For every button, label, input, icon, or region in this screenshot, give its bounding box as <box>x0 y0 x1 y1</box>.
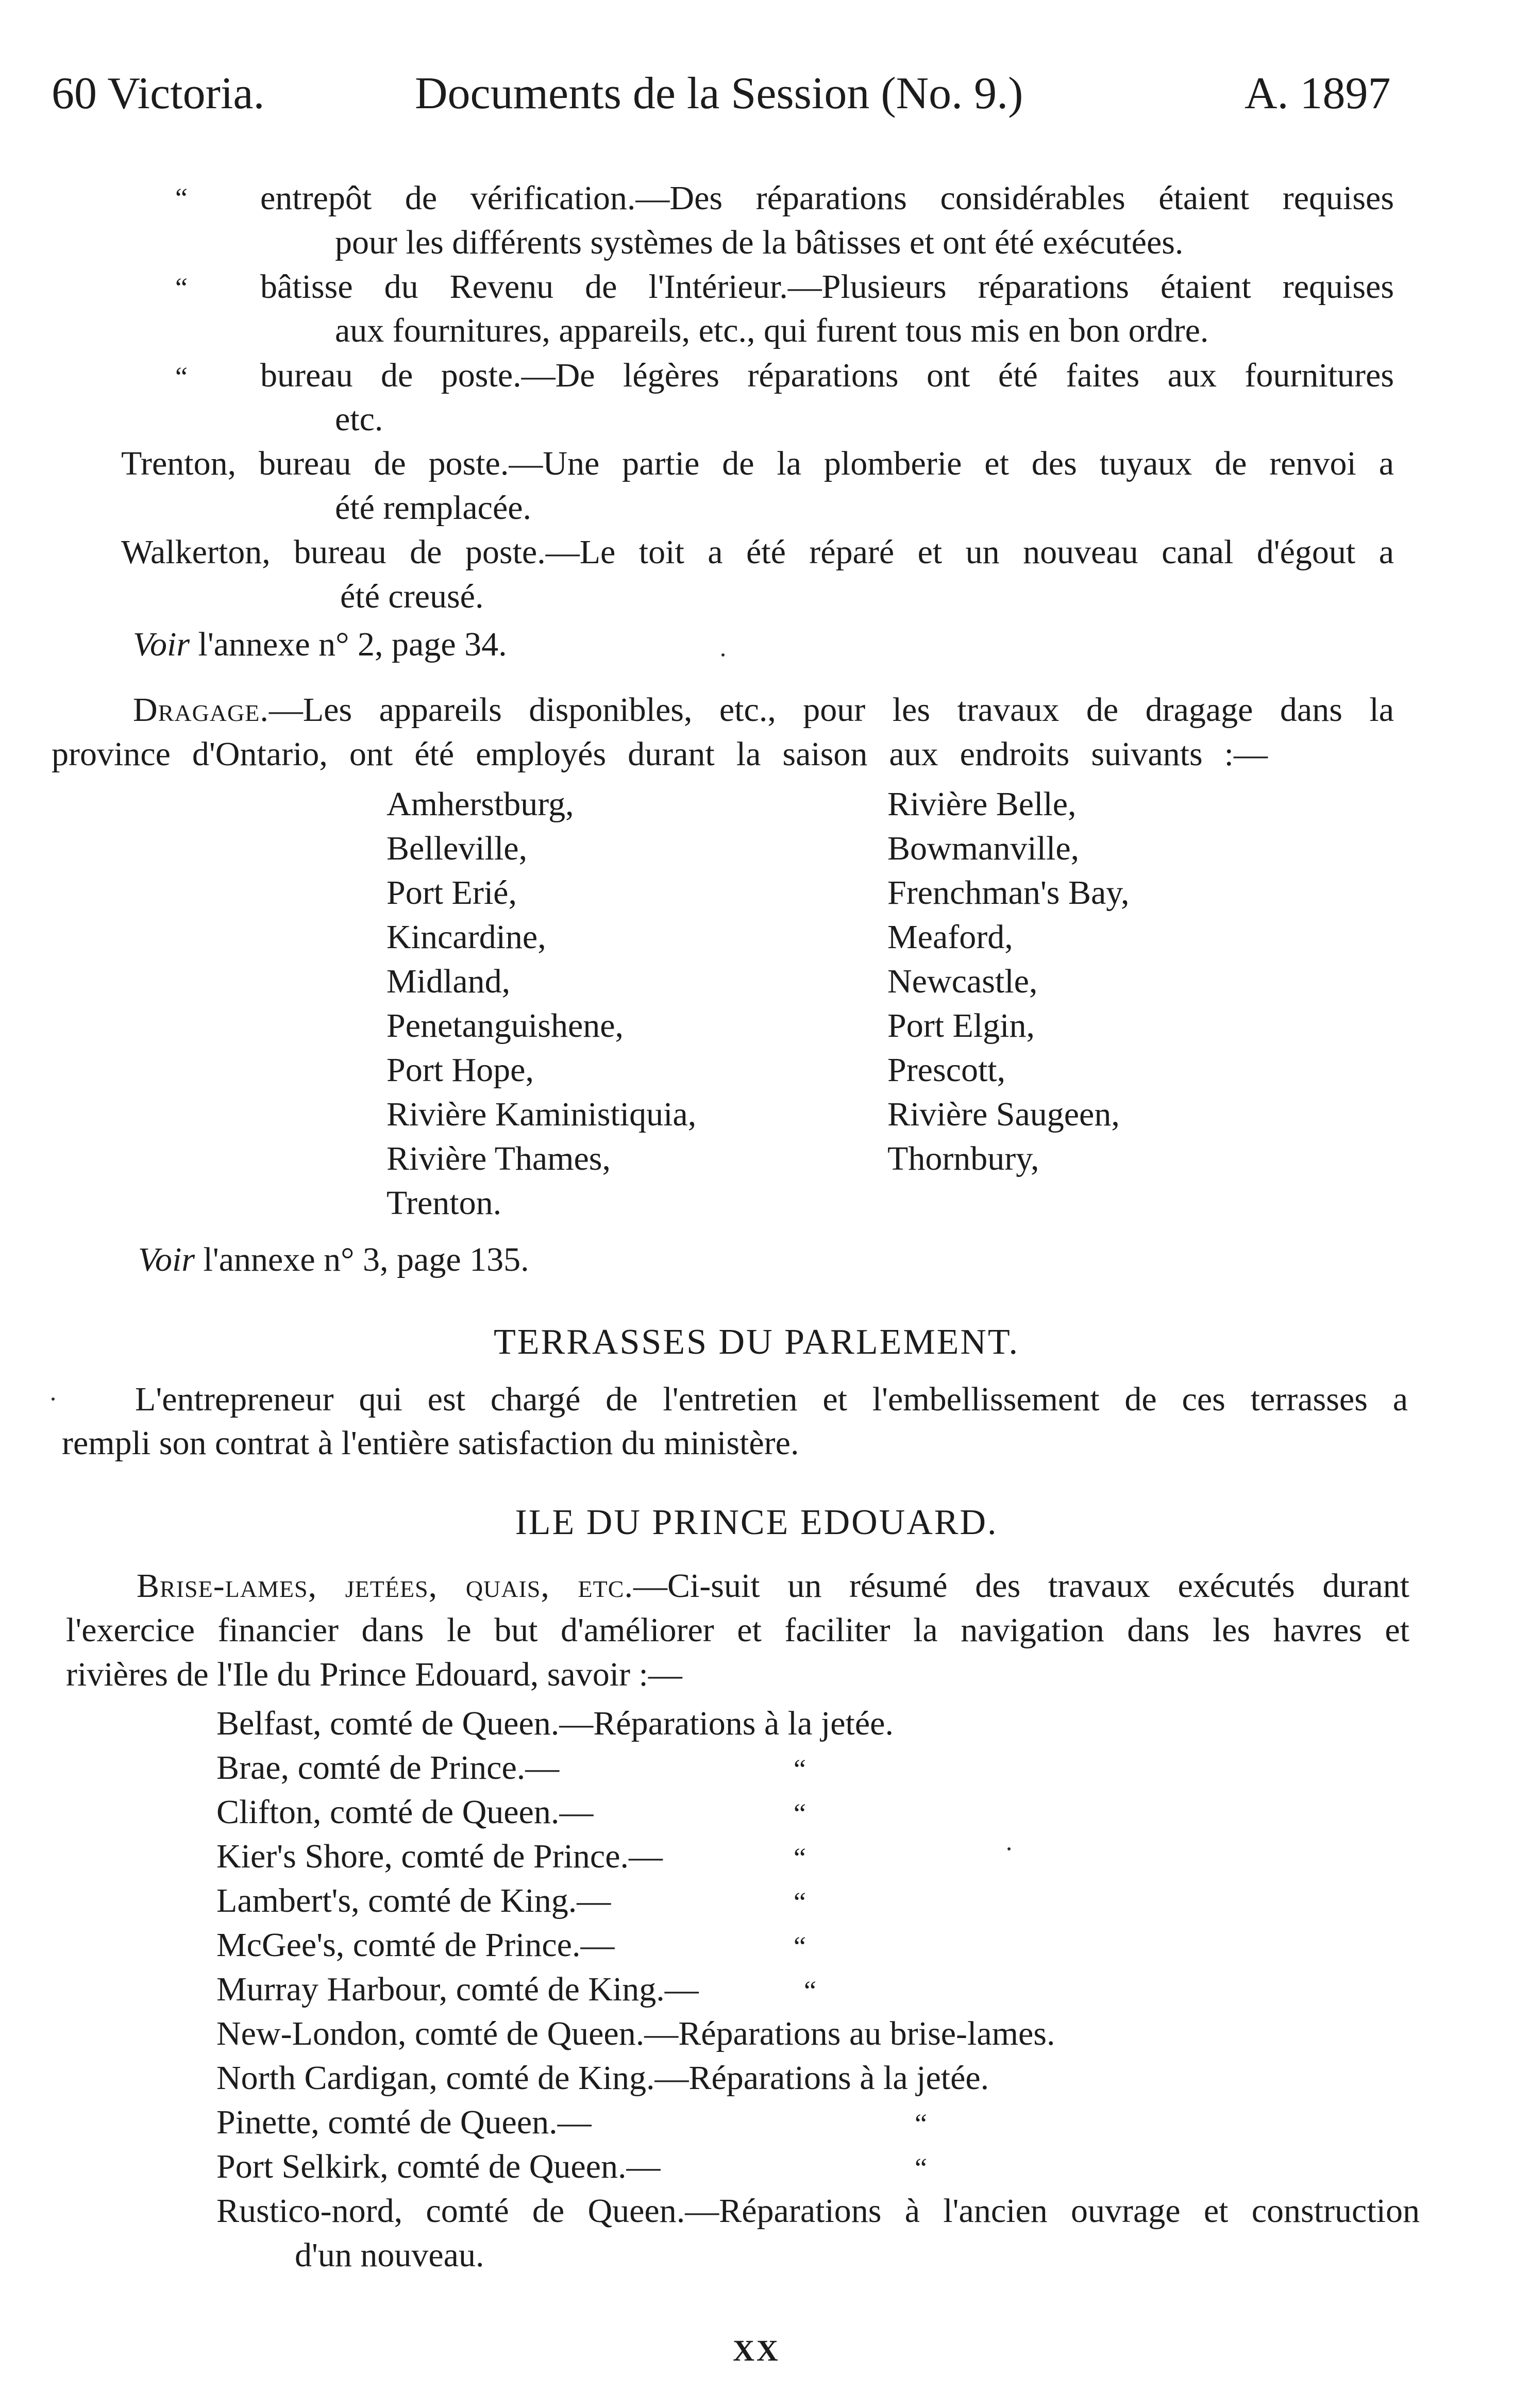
pei-item: Pinette, comté de Queen.— <box>216 2103 592 2141</box>
location-item: Meaford, <box>887 918 1013 956</box>
pei-item: Murray Harbour, comté de King.— <box>216 1971 699 2008</box>
entry-line: entrepôt de vérification.—Des réparations considérables étaient requises <box>260 179 1394 217</box>
ile-text: —Ci-suit un résumé des travaux exécutés durant <box>633 1567 1409 1605</box>
location-item: Prescott, <box>887 1051 1006 1089</box>
pei-item: Kier's Shore, comté de Prince.— <box>216 1838 663 1875</box>
location-item: Kincardine, <box>386 918 546 956</box>
header-right: A. 1897 <box>1245 69 1391 119</box>
voir-reference <box>133 628 507 662</box>
voir-rest: l'annexe n° 3, page 135. <box>195 1241 529 1278</box>
location-item: Port Hope, <box>386 1051 534 1089</box>
scan-speck <box>52 1397 55 1401</box>
entry-line: bureau de poste.—De légères réparations ont été faites aux fournitures <box>260 357 1394 394</box>
trenton-line-cont: été remplacée. <box>335 489 532 527</box>
ditto-mark: “ <box>915 2152 927 2183</box>
entry-line: pour les différents systèmes de la bâtisses et ont été exécutées. <box>335 224 1184 261</box>
ile-line-3: rivières de l'Ile du Prince Edouard, savoir :— <box>66 1656 682 1693</box>
scan-speck <box>1007 1847 1011 1850</box>
ditto-mark: “ <box>794 1931 806 1962</box>
ditto-mark: “ <box>804 1975 816 2006</box>
ditto-mark: “ <box>175 361 188 392</box>
walkerton-line-cont: été creusé. <box>340 578 484 615</box>
pei-item: Port Selkirk, comté de Queen.— <box>216 2148 661 2185</box>
location-item: Rivière Belle, <box>887 785 1077 823</box>
section-heading: ILE DU PRINCE EDOUARD. <box>515 1503 998 1542</box>
voir-reference <box>138 1243 529 1277</box>
location-item: Rivière Thames, <box>386 1140 611 1177</box>
location-item: Trenton. <box>386 1184 502 1222</box>
location-item: Amherstburg, <box>386 785 574 823</box>
pei-item: Lambert's, comté de King.— <box>216 1882 611 1919</box>
walkerton-line: Walkerton, bureau de poste.—Le toit a été réparé et un nouveau canal d'égout a <box>121 533 1394 571</box>
ditto-mark: “ <box>175 272 188 303</box>
page-folio: XX <box>733 2334 780 2367</box>
dragage-text: —Les appareils disponibles, etc., pour les travaux de dragage dans la <box>268 691 1394 729</box>
ile-label: Brise-lames, jetées, quais, etc. <box>137 1567 633 1605</box>
ditto-mark: “ <box>915 2108 927 2139</box>
entry-line: bâtisse du Revenu de l'Intérieur.—Plusieurs réparations étaient requises <box>260 268 1394 306</box>
terrasses-line: L'entrepreneur qui est chargé de l'entretien et l'embellissement de ces terrasses a <box>135 1380 1408 1418</box>
scan-speck <box>721 653 725 656</box>
ile-line <box>137 1569 1409 1603</box>
terrasses-line-2: rempli son contrat à l'entière satisfaction du ministère. <box>62 1424 799 1462</box>
pei-item: Rustico-nord, comté de Queen.—Réparations à l'ancien ouvrage et construction <box>216 2192 1420 2230</box>
header-center: Documents de la Session (No. 9.) <box>415 69 1023 119</box>
ditto-mark: “ <box>794 1798 806 1829</box>
location-item: Penetanguishene, <box>386 1007 624 1045</box>
trenton-line: Trenton, bureau de poste.—Une partie de la plomberie et des tuyaux de renvoi a <box>121 445 1394 482</box>
location-item: Port Elgin, <box>887 1007 1035 1045</box>
entry-line: etc. <box>335 400 383 438</box>
location-item: Port Erié, <box>386 874 517 912</box>
dragage-label: Dragage. <box>133 691 269 729</box>
ile-line-2: l'exercice financier dans le but d'améliorer et faciliter la navigation dans les havres et <box>66 1611 1409 1649</box>
dragage-line-2: province d'Ontario, ont été employés durant la saison aux endroits suivants :— <box>52 735 1268 773</box>
dragage-list-left <box>386 787 696 1231</box>
pei-item: New-London, comté de Queen.—Réparations au brise-lames. <box>216 2015 1055 2052</box>
ditto-mark: “ <box>175 182 188 213</box>
voir-word: Voir <box>133 626 190 663</box>
location-item: Thornbury, <box>887 1140 1039 1177</box>
ditto-mark: “ <box>794 1754 806 1784</box>
dragage-list-right <box>887 787 1130 1186</box>
section-heading: TERRASSES DU PARLEMENT. <box>494 1322 1019 1362</box>
pei-item: North Cardigan, comté de King.—Réparations à la jetée. <box>216 2059 989 2097</box>
location-item: Belleville, <box>386 830 528 867</box>
dragage-line <box>133 693 1394 727</box>
header-left: 60 Victoria. <box>52 69 265 119</box>
location-item: Frenchman's Bay, <box>887 874 1130 912</box>
pei-item: McGee's, comté de Prince.— <box>216 1926 615 1964</box>
voir-rest: l'annexe n° 2, page 34. <box>190 626 507 663</box>
location-item: Rivière Saugeen, <box>887 1096 1120 1133</box>
location-item: Rivière Kaministiquia, <box>386 1096 697 1133</box>
entry-line: aux fournitures, appareils, etc., qui furent tous mis en bon ordre. <box>335 312 1209 349</box>
voir-word: Voir <box>138 1241 195 1278</box>
location-item: Midland, <box>386 963 511 1000</box>
pei-item: Brae, comté de Prince.— <box>216 1749 560 1787</box>
location-item: Newcastle, <box>887 963 1038 1000</box>
ditto-mark: “ <box>794 1842 806 1873</box>
ditto-mark: “ <box>794 1887 806 1917</box>
pei-item: Clifton, comté de Queen.— <box>216 1793 594 1831</box>
pei-item-cont: d'un nouveau. <box>295 2236 484 2274</box>
pei-item: Belfast, comté de Queen.—Réparations à la jetée. <box>216 1705 894 1742</box>
location-item: Bowmanville, <box>887 830 1080 867</box>
